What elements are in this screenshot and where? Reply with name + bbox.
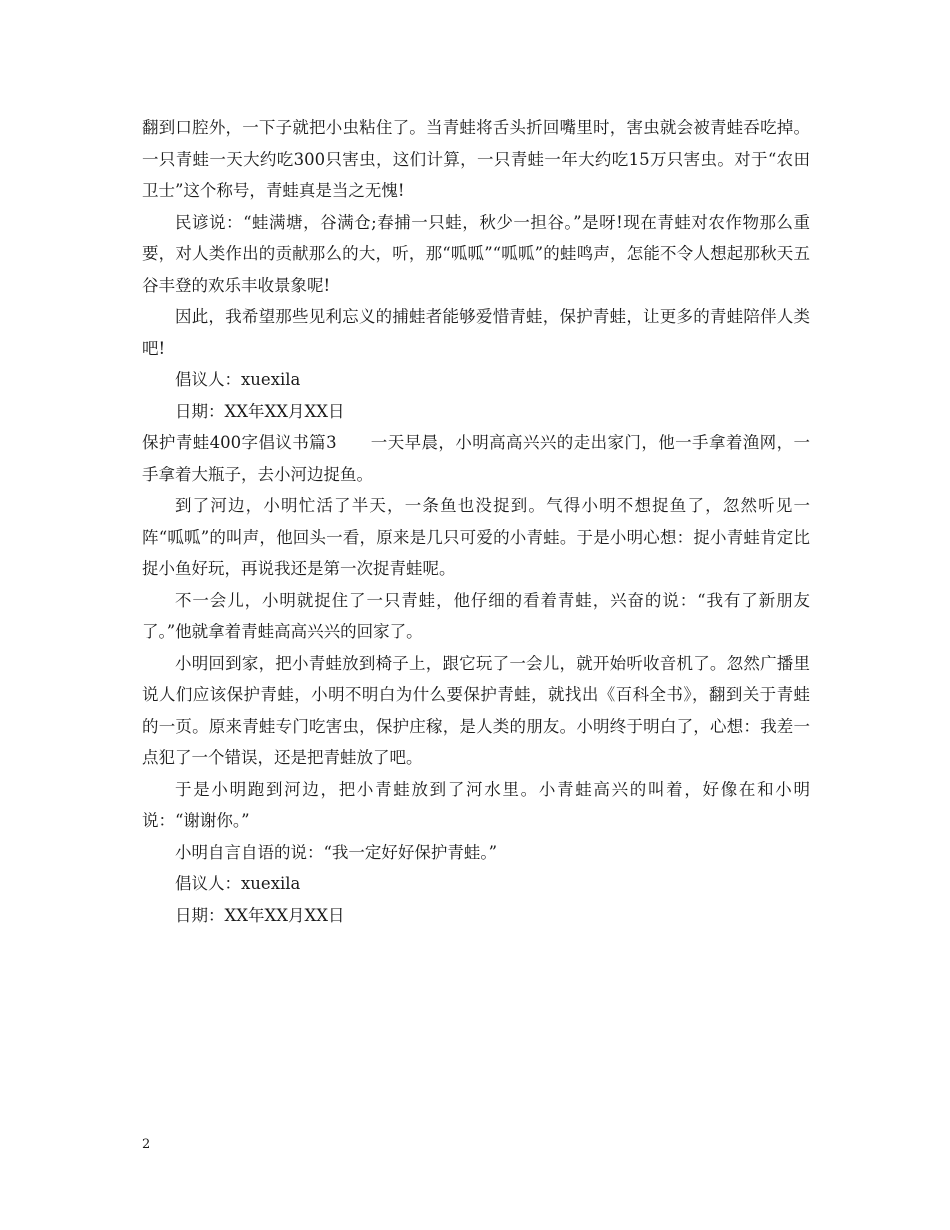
paragraph-frog-tongue: 翻到口腔外，一下子就把小虫粘住了。当青蛙将舌头折回嘴里时，害虫就会被青蛙吞吃掉。一只青蛙一天大约吃300只害虫，这们计算，一只青蛙一年大约吃15万只害虫。对于“农田卫士”这个称号，青蛙真是当之无愧! — [142, 118, 810, 200]
signature-proposer: 倡议人：xuexila — [175, 370, 301, 389]
section-heading-paragraph: 保护青蛙400字倡议书篇3 一天早晨，小明高高兴兴的走出家门，他一手拿着渔网，一手拿着大瓶子，去小河边捉鱼。 — [142, 433, 810, 484]
signature-date-2: 日期：XX年XX月XX日 — [175, 905, 345, 925]
document-body — [142, 112, 810, 931]
paragraph-radio: 小明回到家，把小青蛙放到椅子上，跟它玩了一会儿，就开始听收音机了。忽然广播里说人们应该保护青蛙，小明不明白为什么要保护青蛙，就找出《百科全书》，翻到关于青蛙的一页。原来青蛙专门吃害虫，保护庄稼，是人类的朋友。小明终于明白了，心想：我差一点犯了一个错误，还是把青蛙放了吧。 — [142, 653, 810, 767]
signature-proposer-2: 倡议人：xuexila — [175, 874, 301, 893]
paragraph-river: 到了河边，小明忙活了半天，一条鱼也没捉到。气得小明不想捉鱼了，忽然听见一阵“呱呱”的叫声，他回头一看，原来是几只可爱的小青蛙。于是小明心想：捉小青蛙肯定比捉小鱼好玩，再说我还是第一次捉青蛙呢。 — [142, 496, 810, 578]
signature-date: 日期：XX年XX月XX日 — [175, 401, 345, 421]
paragraph-promise: 小明自言自语的说：“我一定好好保护青蛙。” — [175, 842, 498, 862]
paragraph-release: 于是小明跑到河边，把小青蛙放到了河水里。小青蛙高兴的叫着，好像在和小明说：“谢谢你。” — [142, 779, 810, 830]
paragraph-appeal: 因此，我希望那些见利忘义的捕蛙者能够爱惜青蛙，保护青蛙，让更多的青蛙陪伴人类吧! — [142, 307, 810, 358]
paragraph-catch-frog: 不一会儿，小明就捉住了一只青蛙，他仔细的看着青蛙，兴奋的说：“我有了新朋友了。”他就拿着青蛙高高兴兴的回家了。 — [142, 590, 810, 641]
paragraph-proverb: 民谚说：“蛙满塘，谷满仓;春捕一只蛙，秋少一担谷。”是呀!现在青蛙对农作物那么重要，对人类作出的贡献那么的大，听，那“呱呱”“呱呱”的蛙鸣声，怎能不令人想起那秋天五谷丰登的欢乐丰收景象呢! — [142, 212, 810, 295]
page-number: 2 — [142, 1137, 151, 1152]
